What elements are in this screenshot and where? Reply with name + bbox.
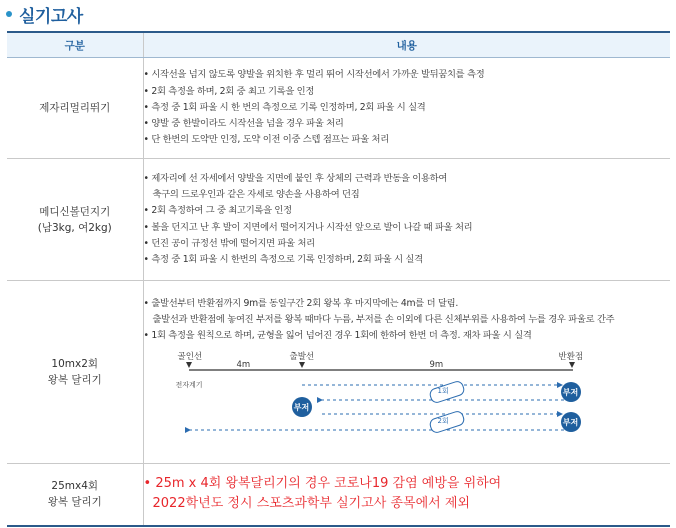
category-line: 왕복 달리기 [47, 496, 102, 509]
header-category: 구분 [7, 32, 143, 58]
bullet-list [144, 171, 671, 269]
goal-line-label: 골인선 [177, 352, 203, 363]
list-item: • 제자리에 선 자세에서 양발을 지면에 붙인 후 상체의 근력과 반동을 이용하여 축구의 드로우인과 같은 자세로 양손을 사용하여 던짐 [143, 172, 448, 200]
table-row [7, 281, 670, 464]
turn-point-label: 반환점 [558, 352, 584, 363]
buzzer-icon: 부저 [561, 382, 581, 402]
table-header-row [7, 32, 670, 58]
lap-1-label: 1회 [437, 387, 449, 396]
category-line: 10mx2회 [51, 358, 99, 370]
category-line: (남3kg, 여2kg) [37, 221, 112, 234]
header-content: 내용 [143, 32, 670, 58]
distance-long-label: 9m [429, 360, 444, 371]
row-content [143, 464, 670, 526]
list-item: • 측정 중 1회 파울 시 한번의 측정으로 기록 인정하며, 2회 파울 시 실격 [143, 254, 423, 266]
row-content [143, 159, 670, 281]
table-row [7, 58, 670, 159]
start-line-label: 출발선 [289, 352, 315, 363]
buzzer-icon: 부저 [292, 397, 312, 417]
row-content [143, 58, 670, 159]
list-item: • 2회 측정을 하며, 2회 중 최고 기록을 인정 [143, 85, 315, 97]
bullet-list [144, 296, 671, 345]
list-item: • 단 한번의 도약만 인정, 도약 이전 이중 스텝 점프는 파울 처리 [143, 134, 389, 146]
lap-2-label: 2회 [437, 417, 449, 426]
category-line: 왕복 달리기 [47, 374, 102, 386]
category-line: 제자리멀리뛰기 [39, 102, 111, 114]
list-item: • 양발 중 한발이라도 시작선을 넘을 경우 파울 처리 [143, 118, 344, 130]
buzzer-icon: 부저 [561, 412, 581, 432]
turn-point-marker-icon [569, 362, 575, 368]
table-row [7, 464, 670, 526]
shuttle-run-diagram [175, 352, 676, 448]
list-item: • 출발선부터 반환점까지 9m를 동일구간 2회 왕복 후 마지막에는 4m를 더 달림. 출발선과 반환점에 놓여진 부저를 왕복 때마다 누름, 부저를 손 이외에 다른 신체부위를 사용하여 누를 경우 파울로 간주 [143, 297, 615, 325]
exam-table [7, 31, 670, 527]
list-item: • 던진 공이 규정선 밖에 떨어지면 파울 처리 [143, 237, 315, 249]
list-item: • 측정 중 1회 파울 시 한 번의 측정으로 기록 인정하며, 2회 파울 시 실격 [143, 101, 426, 113]
exclusion-note: • 25m x 4회 왕복달리기의 경우 코로나19 감염 예방을 위하여 2022학년도 정시 스포츠과학부 실기고사 종목에서 제외 [143, 476, 502, 512]
row-category [7, 281, 143, 464]
category-line: 메디신볼던지기 [39, 205, 111, 218]
list-item: • 2회 측정하여 그 중 최고기록을 인정 [143, 205, 292, 217]
row-category [7, 159, 143, 281]
section-title-text: 실기고사 [19, 6, 83, 27]
list-item: • 시작선을 넘지 않도록 양발을 위치한 후 멀리 뛰어 시작선에서 가까운 발뒤꿈치를 측정 [143, 69, 485, 81]
electronic-timer-label: 전자계기 [175, 381, 203, 390]
category-line: 25mx4회 [51, 480, 99, 493]
list-item: • 1회 측정을 원칙으로 하며, 균형을 잃어 넘어진 경우 1회에 한하여 한번 더 측정. 재차 파울 시 실격 [143, 330, 532, 342]
start-line-marker-icon [299, 362, 305, 368]
row-content [143, 281, 670, 464]
bullet-dot-icon [6, 11, 12, 17]
goal-line-marker-icon [186, 362, 192, 368]
table-row [7, 159, 670, 281]
row-category [7, 464, 143, 526]
distance-short-label: 4m [236, 360, 251, 371]
row-category [7, 58, 143, 159]
bullet-list [144, 67, 671, 148]
section-title [6, 2, 83, 26]
list-item: • 볼을 던지고 난 후 발이 지면에서 떨어지거나 시작선 앞으로 발이 나갈 때 파울 처리 [143, 221, 473, 233]
